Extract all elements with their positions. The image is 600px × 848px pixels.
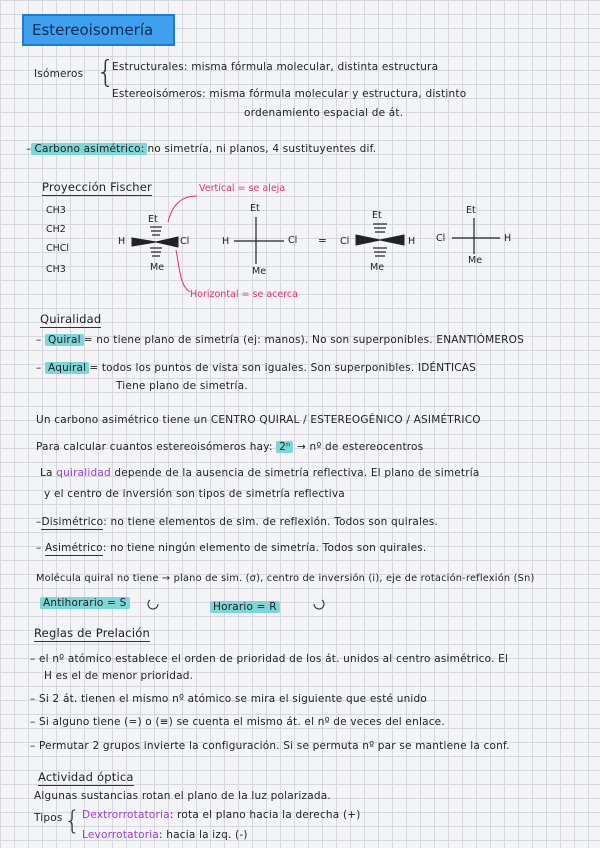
carbono-asimetrico-line: – Carbono asimétrico: no simetría, ni planos, 4 sustituyentes dif. bbox=[26, 143, 377, 155]
actividad-text: Algunas sustancias rotan el plano de la luz polarizada. bbox=[34, 790, 331, 802]
p3 bbox=[40, 467, 480, 479]
levo-label: Levorrotatoria bbox=[82, 829, 159, 841]
antihorario-icon bbox=[148, 600, 158, 609]
mol2-h: H bbox=[222, 236, 230, 247]
asim-label: Asimétrico bbox=[45, 542, 103, 554]
mol1-et: Et bbox=[148, 214, 158, 225]
mol2-cl: Cl bbox=[288, 235, 298, 246]
quiral-line: – Quiral = no tiene plano de simetría (ej: manos). No son superponibles. ENANTIÓMEROS bbox=[36, 334, 524, 346]
horario-icon bbox=[314, 600, 324, 609]
p2-b: → nº de estereocentros bbox=[296, 441, 424, 453]
antihorario-label: Antihorario = S bbox=[40, 597, 130, 609]
regla-4: – Permutar 2 grupos invierte la configuración. Si se permuta nº par se mantiene la conf. bbox=[30, 740, 510, 752]
regla-1b: H es el de menor prioridad. bbox=[44, 670, 194, 682]
mol3-bonds bbox=[356, 224, 404, 256]
mol1-h: H bbox=[118, 236, 126, 247]
dextro-line bbox=[82, 809, 361, 821]
p2-formula: 2ⁿ bbox=[276, 441, 293, 453]
equals-sign: = bbox=[318, 235, 327, 247]
regla-1a: – el nº atómico establece el orden de prioridad de los át. unidos al centro asimétrico. El bbox=[30, 653, 509, 665]
p2-a: Para calcular cuantos estereoisómeros hay: bbox=[36, 441, 273, 453]
disim-text: : no tiene elementos de sim. de reflexión. Todos son quirales. bbox=[103, 516, 438, 528]
mol4-h: H bbox=[504, 233, 512, 244]
mol3-h: H bbox=[408, 236, 416, 247]
levo-line bbox=[82, 829, 248, 841]
mol1-me: Me bbox=[150, 262, 165, 273]
isomeros-estructurales: Estructurales: misma fórmula molecular, distinta estructura bbox=[112, 61, 439, 73]
isomeros-estereo-line1: Estereoisómeros: misma fórmula molecular y estructura, distinto bbox=[112, 88, 467, 100]
mol2-et: Et bbox=[250, 203, 260, 214]
p1: Un carbono asimétrico tiene un CENTRO QUIRAL / ESTEREOGÉNICO / ASIMÉTRICO bbox=[36, 414, 481, 426]
quiral-label: Quiral bbox=[45, 334, 84, 346]
chain-c3: CHCl bbox=[46, 243, 70, 254]
vertical-note: Vertical = se aleja bbox=[199, 183, 286, 194]
p5: Molécula quiral no tiene → plano de sim. (σ), centro de inversión (i), eje de rotación-reflexión (Sn) bbox=[36, 573, 535, 584]
tipos-label: Tipos bbox=[34, 812, 63, 824]
actividad-heading: Actividad óptica bbox=[38, 770, 134, 784]
mol3-cl: Cl bbox=[340, 236, 350, 247]
quiral-text: = no tiene plano de simetría (ej: manos). No son superponibles. ENANTIÓMEROS bbox=[83, 334, 524, 346]
p3-a: La bbox=[40, 467, 53, 479]
mol1-bonds bbox=[132, 227, 178, 256]
p3-b: depende de la ausencia de simetría reflectiva. El plano de simetría bbox=[114, 467, 480, 479]
disimetrico-line: –Disimétrico: no tiene elementos de sim. de reflexión. Todos son quirales. bbox=[36, 516, 438, 528]
page-title: Estereoisomería bbox=[22, 14, 175, 46]
mol3-me: Me bbox=[370, 262, 385, 273]
quiralidad-heading: Quiralidad bbox=[40, 312, 102, 326]
horario-label: Horario = R bbox=[210, 601, 280, 613]
levo-text: : hacia la izq. (-) bbox=[158, 829, 248, 841]
chain-c4: CH3 bbox=[46, 264, 66, 275]
p2 bbox=[36, 441, 423, 453]
aquiral-text2: Tiene plano de simetría. bbox=[116, 380, 248, 392]
carbono-text: no simetría, ni planos, 4 sustituyentes dif. bbox=[147, 143, 377, 155]
chain-c2: CH2 bbox=[46, 224, 66, 235]
mol4-et: Et bbox=[466, 205, 476, 216]
chain-c1: CH3 bbox=[46, 205, 66, 216]
prelacion-heading: Reglas de Prelación bbox=[34, 626, 150, 640]
p4: y el centro de inversión son tipos de simetría reflectiva bbox=[44, 488, 345, 500]
mol4-me: Me bbox=[468, 255, 483, 266]
mol4-bonds bbox=[452, 218, 500, 254]
mol2-bonds bbox=[234, 217, 284, 264]
asim-text: : no tiene ningún elemento de simetría. Todos son quirales. bbox=[102, 542, 427, 554]
regla-3: – Si alguno tiene (=) o (≡) se cuenta el mismo át. el nº de veces del enlace. bbox=[30, 716, 445, 728]
dextro-text: : rota el plano hacia la derecha (+) bbox=[169, 809, 361, 821]
disim-label: Disimétrico bbox=[41, 516, 104, 528]
regla-2: – Si 2 át. tienen el mismo nº atómico se mira el siguiente que esté unido bbox=[30, 693, 428, 705]
mol2-me: Me bbox=[252, 266, 267, 277]
fischer-heading: Proyección Fischer bbox=[42, 180, 152, 194]
mol4-cl: Cl bbox=[436, 233, 446, 244]
asimetrico-line: – Asimétrico: no tiene ningún elemento de simetría. Todos son quirales. bbox=[36, 542, 427, 554]
isomeros-label: Isómeros bbox=[34, 68, 84, 80]
horizontal-arrow bbox=[176, 250, 190, 292]
aquiral-text: = todos los puntos de vista son iguales. Son superponibles. IDÉNTICAS bbox=[89, 362, 477, 374]
mol1-cl: Cl bbox=[180, 236, 190, 247]
horizontal-note: Horizontal = se acerca bbox=[190, 289, 298, 300]
vertical-arrow bbox=[168, 196, 197, 222]
aquiral-line: – Aquiral = todos los puntos de vista son iguales. Son superponibles. IDÉNTICAS bbox=[36, 362, 477, 374]
carbono-label: Carbono asimétrico: bbox=[31, 143, 147, 155]
mol3-et: Et bbox=[372, 210, 382, 221]
p3-word: quiralidad bbox=[56, 467, 111, 479]
isomeros-estereo-line2: ordenamiento espacial de át. bbox=[244, 107, 404, 119]
dextro-label: Dextrorrotatoria bbox=[82, 809, 170, 821]
tipos-brace: { bbox=[64, 806, 81, 836]
aquiral-label: Aquiral bbox=[45, 362, 89, 374]
isomeros-brace: { bbox=[96, 55, 116, 90]
